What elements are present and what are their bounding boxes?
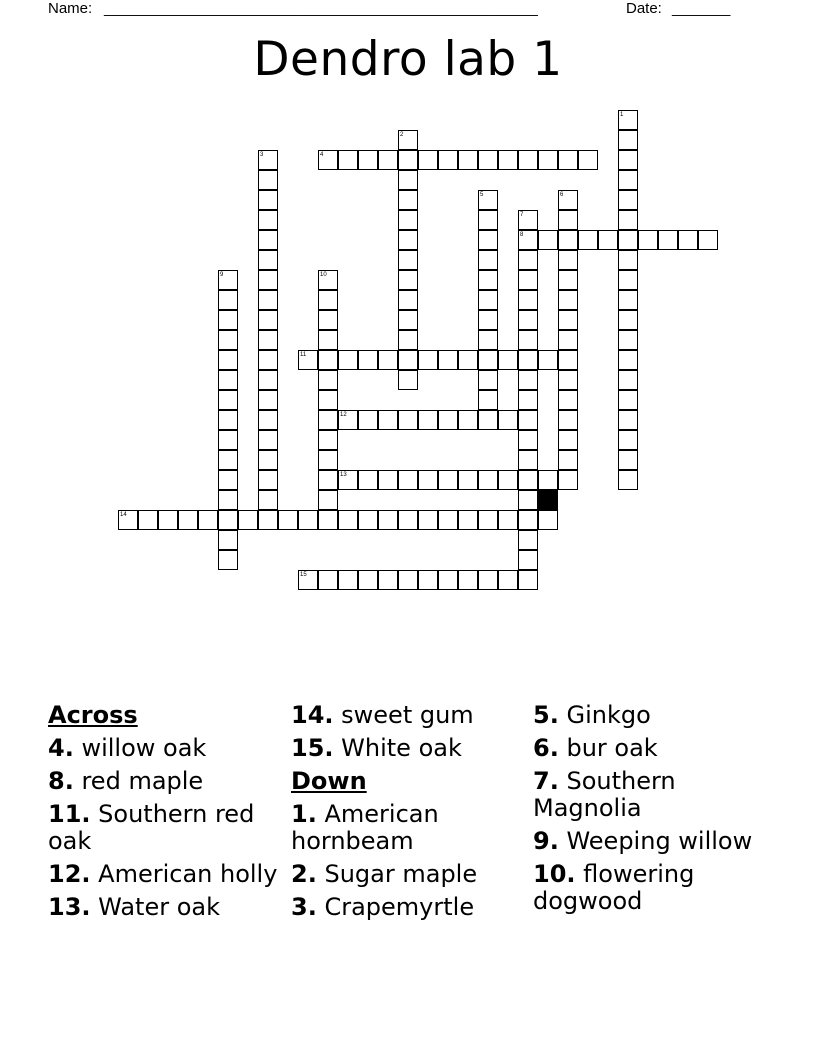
grid-cell[interactable] — [258, 450, 278, 470]
clue-number: 12 — [340, 412, 347, 418]
grid-cell[interactable] — [258, 290, 278, 310]
clue-down-2: 2. Sugar maple — [291, 860, 478, 888]
grid-cell[interactable] — [258, 490, 278, 510]
grid-cell[interactable] — [578, 230, 598, 250]
grid-cell[interactable] — [418, 350, 438, 370]
grid-cell[interactable] — [218, 390, 238, 410]
grid-cell[interactable] — [398, 210, 418, 230]
grid-cell[interactable] — [458, 350, 478, 370]
clue-across-4: 4. willow oak — [48, 734, 207, 762]
clue-across-8: 8. red maple — [48, 767, 204, 795]
clue-number: 5 — [480, 192, 484, 198]
grid-cell[interactable] — [518, 470, 538, 490]
grid-cell[interactable] — [578, 150, 598, 170]
grid-cell[interactable] — [318, 310, 338, 330]
grid-cell[interactable] — [398, 510, 418, 530]
grid-cell[interactable] — [158, 510, 178, 530]
clue-down-7: 7. Southern Magnolia — [533, 767, 676, 822]
grid-cell[interactable] — [618, 450, 638, 470]
grid-cell[interactable] — [398, 230, 418, 250]
grid-cell[interactable] — [258, 230, 278, 250]
grid-cell[interactable] — [218, 490, 238, 510]
grid-cell[interactable] — [558, 370, 578, 390]
grid-cell[interactable] — [338, 350, 358, 370]
grid-cell[interactable] — [618, 230, 638, 250]
grid-cell[interactable] — [318, 330, 338, 350]
grid-cell[interactable] — [678, 230, 698, 250]
grid-cell[interactable] — [258, 510, 278, 530]
grid-cell[interactable] — [318, 570, 338, 590]
clue-number: 14 — [120, 512, 127, 518]
grid-cell[interactable] — [398, 570, 418, 590]
grid-cell[interactable] — [318, 390, 338, 410]
grid-cell[interactable] — [218, 290, 238, 310]
grid-cell[interactable] — [258, 470, 278, 490]
grid-cell[interactable] — [338, 570, 358, 590]
clue-across-13: 13. Water oak — [48, 893, 221, 921]
grid-cell[interactable] — [458, 410, 478, 430]
grid-cell[interactable] — [638, 230, 658, 250]
clue-number: 3 — [260, 152, 264, 158]
grid-cell[interactable] — [558, 410, 578, 430]
grid-cell[interactable] — [398, 370, 418, 390]
grid-cell[interactable] — [318, 410, 338, 430]
grid-cell[interactable] — [458, 150, 478, 170]
clue-across-11: 11. Southern red oak — [48, 800, 255, 855]
grid-cell[interactable] — [518, 250, 538, 270]
grid-cell[interactable] — [498, 470, 518, 490]
clue-number: 9 — [220, 272, 224, 278]
grid-cell[interactable] — [398, 170, 418, 190]
clue-number: 1 — [620, 112, 624, 118]
grid-cell[interactable] — [498, 510, 518, 530]
grid-cell[interactable] — [518, 450, 538, 470]
grid-cell[interactable] — [198, 510, 218, 530]
grid-cell[interactable] — [338, 510, 358, 530]
grid-cell[interactable] — [218, 450, 238, 470]
grid-cell[interactable] — [338, 150, 358, 170]
grid-cell[interactable] — [478, 470, 498, 490]
grid-cell[interactable] — [598, 230, 618, 250]
grid-cell[interactable] — [558, 450, 578, 470]
grid-cell[interactable] — [218, 510, 238, 530]
grid-cell[interactable] — [498, 570, 518, 590]
grid-cell[interactable] — [558, 350, 578, 370]
clue-across-12: 12. American holly — [48, 860, 278, 888]
grid-cell[interactable] — [378, 410, 398, 430]
grid-cell[interactable] — [398, 190, 418, 210]
grid-cell[interactable] — [518, 150, 538, 170]
grid-cell[interactable] — [438, 350, 458, 370]
grid-cell[interactable] — [398, 250, 418, 270]
grid-cell[interactable] — [218, 310, 238, 330]
grid-cell[interactable] — [218, 370, 238, 390]
grid-cell[interactable] — [218, 410, 238, 430]
grid-cell[interactable] — [558, 390, 578, 410]
grid-cell[interactable] — [518, 410, 538, 430]
grid-cell[interactable] — [318, 350, 338, 370]
grid-cell[interactable] — [458, 570, 478, 590]
grid-cell[interactable] — [478, 150, 498, 170]
grid-cell[interactable] — [538, 350, 558, 370]
grid-cell[interactable] — [398, 290, 418, 310]
clue-down-10: 10. flowering dogwood — [533, 860, 695, 915]
grid-cell[interactable] — [318, 370, 338, 390]
grid-cell[interactable] — [618, 250, 638, 270]
grid-cell[interactable] — [378, 570, 398, 590]
grid-cell[interactable] — [318, 430, 338, 450]
grid-cell[interactable] — [258, 390, 278, 410]
grid-cell[interactable] — [618, 390, 638, 410]
grid-cell[interactable] — [618, 310, 638, 330]
grid-cell[interactable] — [218, 430, 238, 450]
grid-cell[interactable] — [618, 330, 638, 350]
grid-cell[interactable] — [558, 150, 578, 170]
grid-cell[interactable] — [518, 550, 538, 570]
grid-cell[interactable] — [218, 530, 238, 550]
grid-cell[interactable] — [258, 330, 278, 350]
grid-cell[interactable] — [478, 210, 498, 230]
page-title: Dendro lab 1 — [253, 32, 563, 87]
grid-cell[interactable] — [218, 550, 238, 570]
grid-cell[interactable] — [458, 470, 478, 490]
grid-cell[interactable] — [318, 510, 338, 530]
clue-down-1: 1. American hornbeam — [291, 800, 439, 855]
grid-cell[interactable] — [558, 330, 578, 350]
grid-cell[interactable] — [258, 190, 278, 210]
grid-cell[interactable] — [398, 150, 418, 170]
grid-cell[interactable] — [618, 350, 638, 370]
grid-cell[interactable] — [318, 290, 338, 310]
grid-block — [538, 490, 558, 510]
grid-cell[interactable] — [258, 210, 278, 230]
clues-column-3 — [533, 702, 768, 921]
grid-cell[interactable] — [418, 470, 438, 490]
grid-cell[interactable] — [258, 270, 278, 290]
grid-cell[interactable] — [538, 150, 558, 170]
clue-number: 2 — [400, 132, 404, 138]
grid-cell[interactable] — [498, 350, 518, 370]
grid-cell[interactable] — [258, 310, 278, 330]
grid-cell[interactable] — [478, 350, 498, 370]
grid-cell[interactable] — [398, 330, 418, 350]
grid-cell[interactable] — [258, 350, 278, 370]
grid-cell[interactable] — [618, 290, 638, 310]
grid-cell[interactable] — [178, 510, 198, 530]
clue-number: 6 — [560, 192, 564, 198]
clue-down-9: 9. Weeping willow — [533, 827, 753, 855]
grid-cell[interactable] — [558, 210, 578, 230]
grid-cell[interactable] — [558, 290, 578, 310]
grid-cell[interactable] — [618, 150, 638, 170]
grid-cell[interactable] — [438, 410, 458, 430]
grid-cell[interactable] — [498, 150, 518, 170]
clue-number: 7 — [520, 212, 524, 218]
grid-cell[interactable] — [478, 310, 498, 330]
grid-cell[interactable] — [398, 470, 418, 490]
grid-cell[interactable] — [518, 330, 538, 350]
grid-cell[interactable] — [378, 510, 398, 530]
grid-cell[interactable] — [258, 170, 278, 190]
name-label: Name: — [48, 0, 93, 17]
grid-cell[interactable] — [418, 410, 438, 430]
grid-cell[interactable] — [518, 490, 538, 510]
grid-cell[interactable] — [478, 250, 498, 270]
grid-cell[interactable] — [698, 230, 718, 250]
grid-cell[interactable] — [618, 430, 638, 450]
clue-number: 10 — [320, 272, 327, 278]
grid-cell[interactable] — [518, 270, 538, 290]
grid-cell[interactable] — [478, 370, 498, 390]
grid-cell[interactable] — [618, 170, 638, 190]
grid-cell[interactable] — [258, 250, 278, 270]
grid-cell[interactable] — [358, 350, 378, 370]
down-heading: Down — [291, 767, 367, 795]
grid-cell[interactable] — [138, 510, 158, 530]
grid-cell[interactable] — [358, 410, 378, 430]
grid-cell[interactable] — [478, 270, 498, 290]
grid-cell[interactable] — [518, 310, 538, 330]
grid-cell[interactable] — [358, 510, 378, 530]
grid-cell[interactable] — [538, 510, 558, 530]
grid-cell[interactable] — [258, 430, 278, 450]
grid-cell[interactable] — [438, 150, 458, 170]
grid-cell[interactable] — [318, 470, 338, 490]
grid-cell[interactable] — [258, 370, 278, 390]
grid-cell[interactable] — [458, 510, 478, 530]
grid-cell[interactable] — [398, 310, 418, 330]
clue-down-3: 3. Crapemyrtle — [291, 893, 475, 921]
clue-across-15: 15. White oak — [291, 734, 462, 762]
name-line[interactable]: ____________________________________________________ — [104, 0, 538, 17]
grid-cell[interactable] — [498, 410, 518, 430]
grid-cell[interactable] — [358, 150, 378, 170]
grid-cell[interactable] — [618, 130, 638, 150]
grid-cell[interactable] — [518, 370, 538, 390]
clues-column-1 — [48, 702, 280, 927]
grid-cell[interactable] — [478, 410, 498, 430]
grid-cell[interactable] — [558, 310, 578, 330]
grid-cell[interactable] — [618, 370, 638, 390]
grid-cell[interactable] — [518, 430, 538, 450]
grid-cell[interactable] — [218, 350, 238, 370]
grid-cell[interactable] — [358, 570, 378, 590]
grid-cell[interactable] — [438, 470, 458, 490]
grid-cell[interactable] — [358, 470, 378, 490]
clue-down-6: 6. bur oak — [533, 734, 658, 762]
grid-cell[interactable] — [278, 510, 298, 530]
grid-cell[interactable] — [558, 250, 578, 270]
grid-cell[interactable] — [378, 150, 398, 170]
grid-cell[interactable] — [618, 190, 638, 210]
grid-cell[interactable] — [558, 470, 578, 490]
grid-cell[interactable] — [318, 450, 338, 470]
grid-cell[interactable] — [478, 330, 498, 350]
grid-cell[interactable] — [318, 490, 338, 510]
grid-cell[interactable] — [398, 410, 418, 430]
grid-cell[interactable] — [398, 350, 418, 370]
grid-cell[interactable] — [378, 350, 398, 370]
grid-cell[interactable] — [478, 230, 498, 250]
grid-cell[interactable] — [558, 230, 578, 250]
grid-cell[interactable] — [618, 410, 638, 430]
grid-cell[interactable] — [438, 510, 458, 530]
grid-cell[interactable] — [478, 290, 498, 310]
grid-cell[interactable] — [538, 470, 558, 490]
clues-column-2 — [291, 702, 521, 927]
grid-cell[interactable] — [618, 210, 638, 230]
grid-cell[interactable] — [558, 430, 578, 450]
grid-cell[interactable] — [518, 350, 538, 370]
grid-cell[interactable] — [298, 510, 318, 530]
grid-cell[interactable] — [518, 390, 538, 410]
grid-cell[interactable] — [218, 330, 238, 350]
grid-cell[interactable] — [218, 470, 238, 490]
grid-cell[interactable] — [378, 470, 398, 490]
grid-cell[interactable] — [558, 270, 578, 290]
grid-cell[interactable] — [658, 230, 678, 250]
grid-cell[interactable] — [518, 290, 538, 310]
grid-cell[interactable] — [238, 510, 258, 530]
date-label: Date: — [626, 0, 662, 17]
grid-cell[interactable] — [418, 510, 438, 530]
grid-cell[interactable] — [418, 570, 438, 590]
grid-cell[interactable] — [518, 530, 538, 550]
grid-cell[interactable] — [438, 570, 458, 590]
clue-number: 4 — [320, 152, 324, 158]
grid-cell[interactable] — [538, 230, 558, 250]
clue-number: 13 — [340, 472, 347, 478]
grid-cell[interactable] — [258, 410, 278, 430]
clue-number: 15 — [300, 572, 307, 578]
across-heading: Across — [48, 701, 138, 729]
grid-cell[interactable] — [478, 510, 498, 530]
date-line[interactable]: _______ — [672, 0, 731, 17]
grid-cell[interactable] — [478, 390, 498, 410]
grid-cell[interactable] — [418, 150, 438, 170]
clue-across-14: 14. sweet gum — [291, 701, 474, 729]
clue-number: 11 — [300, 352, 307, 358]
clue-down-5: 5. Ginkgo — [533, 701, 651, 729]
grid-cell[interactable] — [618, 270, 638, 290]
grid-cell[interactable] — [618, 470, 638, 490]
grid-cell[interactable] — [398, 270, 418, 290]
grid-cell[interactable] — [478, 570, 498, 590]
clue-number: 8 — [520, 232, 524, 238]
grid-cell[interactable] — [518, 510, 538, 530]
grid-cell[interactable] — [518, 570, 538, 590]
